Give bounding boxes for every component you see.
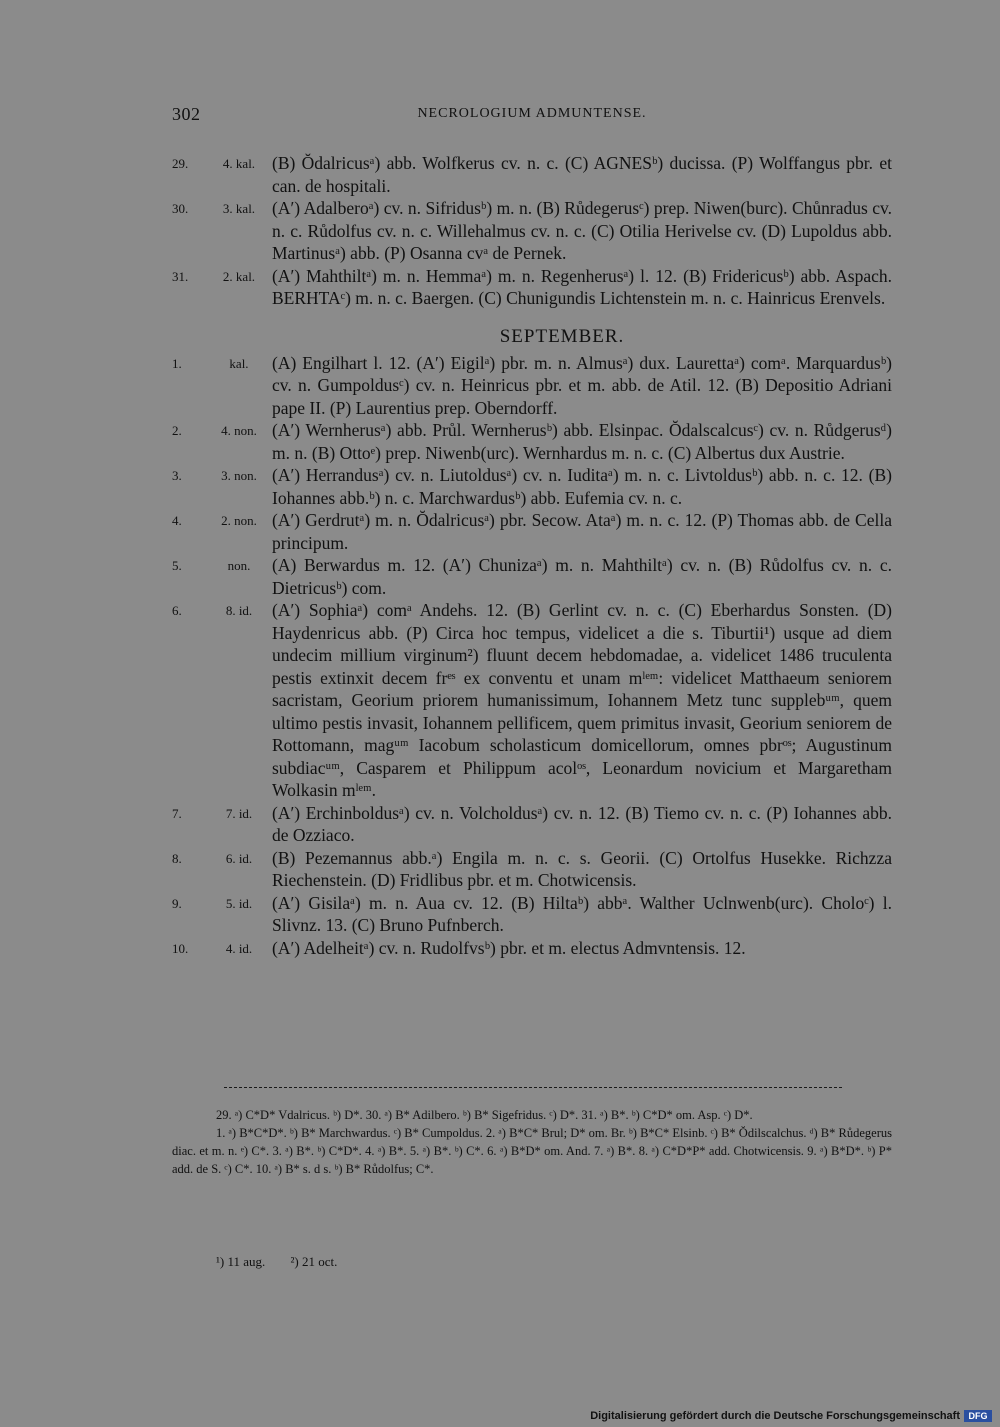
entry-roman-date: 7. id. <box>225 805 253 821</box>
entry-roman-date: 3. non. <box>221 468 257 483</box>
entry-text: (A′) Erchinboldusᵃ) cv. n. Volcholdusᵃ) cv. n. 12. (B) Tiemo cv. n. c. (P) Iohannes abb. de Ozziaco. <box>272 802 892 845</box>
necrology-entry <box>172 352 892 420</box>
necrology-entry <box>172 152 892 197</box>
entry-text: (A′) Mahthiltᵃ) m. n. Hemmaᵃ) m. n. Regenherusᵃ) l. 12. (B) Fridericusᵇ) abb. Aspach. BERHTAᶜ) m. n. c. Baergen. (C) Chunigundis Lichtenstein m. n. c. Hainricus Erenvels. <box>272 265 892 308</box>
entry-roman-date: 5. id. <box>225 895 253 911</box>
entry-text: (A) Berwardus m. 12. (A′) Chunizaᵃ) m. n. Mahthiltᵃ) cv. n. (B) Růdolfus cv. n. c. Dietricusᵇ) com. <box>272 555 892 598</box>
page-header <box>172 104 892 128</box>
footnote-divider <box>224 1087 842 1088</box>
entry-day-number: 3. <box>172 468 182 483</box>
necrology-entry <box>172 509 892 554</box>
entry-roman-date: 2. kal. <box>222 268 256 284</box>
entry-day-number: 31. <box>172 268 189 284</box>
entry-roman-date: non. <box>227 558 251 573</box>
entry-roman-date: 8. id. <box>225 603 253 618</box>
necrology-entry <box>172 599 892 802</box>
entry-day-number: 29. <box>172 156 189 171</box>
entry-text: (A′) Gerdrutᵃ) m. n. Ŏdalricusᵃ) pbr. Secow. Ataᵃ) m. n. c. 12. (P) Thomas abb. de Cella principum. <box>272 510 892 553</box>
entry-text: (A′) Gisilaᵃ) m. n. Aua cv. 12. (B) Hiltaᵇ) abbᵃ. Walther Uclnwenb(urc). Choloᶜ) l. Slivnz. 13. (C) Bruno Pufnberch. <box>272 892 892 935</box>
entry-roman-date: 4. non. <box>221 423 257 438</box>
footnote: ²) 21 oct. <box>290 1254 338 1269</box>
apparatus-paragraph: 1. ᵃ) B*C*D*. ᵇ) B* Marchwardus. ᶜ) B* Cumpoldus. 2. ᵃ) B*C* Brul; D* om. Br. ᵇ) B*C* Elsinb. ᶜ) B* Ŏdilscalchus. ᵈ) B* Růdegerus diac. et m. n. ᵉ) C*. 3. ᵃ) B*. ᵇ) C*D*. 4. ᵃ) B*. 5. ᵃ) B*. ᵇ) C*. 6. ᵃ) B*D* om. And. 7. ᵃ) B*. 8. ᵃ) C*D*P* add. Chotwicensis. 9. ᵃ) B*D*. ᵇ) P* add. de S. ᶜ) C*. 10. ᵃ) B* s. d s. ᵇ) B* Růdolfus; C*. <box>172 1126 892 1176</box>
entry-text: (A) Engilhart l. 12. (A′) Eigilᵃ) pbr. m. n. Almusᵃ) dux. Laurettaᵃ) comᵃ. Marquardusᵇ) cv. n. Gumpoldusᶜ) cv. n. Heinricus pbr. et m. abb. de Atil. 12. (B) Depositio Adriani pape II. (P) Laurentius prep. Oberndorff. <box>272 352 892 418</box>
running-title: NECROLOGIUM ADMUNTENSE. <box>417 106 647 121</box>
entry-text: (A′) Adalberoᵃ) cv. n. Sifridusᵇ) m. n. (B) Růdegerusᶜ) prep. Niwen(burc). Chůnradus cv. n. c. Růdolfus cv. n. c. Willehalmus cv. n. c. (C) Otilia Herivelse cv. (D) Lupoldus abb. Martinusᵃ) abb. (P) Osanna cvᵃ de Pernek. <box>272 198 892 263</box>
entry-text: (A′) Herrandusᵃ) cv. n. Liutoldusᵃ) cv. n. Iuditaᵃ) m. n. c. Livtoldusᵇ) abb. n. c. 12. (B) Iohannes abb.ᵇ) n. c. Marchwardusᵇ) abb. Eufemia cv. n. c. <box>272 465 892 508</box>
entry-text: (B) Ŏdalricusᵃ) abb. Wolfkerus cv. n. c. (C) AGNESᵇ) ducissa. (P) Wolffangus pbr. et can. de hospitali. <box>272 153 892 196</box>
critical-apparatus <box>172 1106 892 1178</box>
necrology-entry <box>172 419 892 464</box>
necrology-entry <box>172 197 892 265</box>
footnotes <box>216 1254 359 1270</box>
necrology-entry <box>172 937 892 961</box>
entry-day-number: 5. <box>172 558 182 573</box>
necrology-entry <box>172 892 892 937</box>
entry-day-number: 30. <box>172 201 189 216</box>
september-entries <box>172 352 892 961</box>
august-entries <box>172 152 892 310</box>
entry-day-number: 10. <box>172 940 189 956</box>
necrology-entry <box>172 265 892 310</box>
entry-day-number: 6. <box>172 603 182 618</box>
entry-roman-date: 3. kal. <box>222 201 256 216</box>
necrology-entry <box>172 847 892 892</box>
apparatus-paragraph: 29. ᵃ) C*D* Vdalricus. ᵇ) D*. 30. ᵃ) B* Adilbero. ᵇ) B* Sigefridus. ᶜ) D*. 31. ᵃ) B*. ᵇ) C*D* om. Asp. ᶜ) D*. <box>216 1108 753 1122</box>
necrology-entries <box>172 152 892 960</box>
necrology-entry <box>172 802 892 847</box>
entry-roman-date: 6. id. <box>225 850 253 866</box>
necrology-entry <box>172 464 892 509</box>
page-number: 302 <box>172 104 201 124</box>
entry-day-number: 2. <box>172 423 182 438</box>
entry-roman-date: kal. <box>229 355 249 371</box>
entry-roman-date: 4. id. <box>225 940 253 956</box>
entry-day-number: 4. <box>172 513 182 528</box>
entry-text: (A′) Adelheitᵃ) cv. n. Rudolfvsᵇ) pbr. et m. electus Admvntensis. 12. <box>272 937 746 958</box>
funding-text: Digitalisierung gefördert durch die Deutsche Forschungsgemeinschaft <box>590 1410 960 1422</box>
dfg-logo-icon: DFG <box>964 1410 992 1422</box>
entry-roman-date: 4. kal. <box>222 156 256 171</box>
entry-text: (B) Pezemannus abb.ᵃ) Engila m. n. c. s. Georii. (C) Ortolfus Husekke. Richzza Riechenstein. (D) Fridlibus pbr. et m. Chotwicensis. <box>272 847 892 890</box>
necrology-entry <box>172 554 892 599</box>
entry-day-number: 9. <box>172 895 182 911</box>
month-heading: SEPTEMBER. <box>499 325 625 347</box>
entry-text: (A′) Wernherusᵃ) abb. Průl. Wernherusᵇ) abb. Elsinpac. Ŏdalscalcusᶜ) cv. n. Růdgerusᵈ) m. n. (B) Ottoᵉ) prep. Niwenb(urc). Wernhardus m. n. c. (C) Albertus dux Austrie. <box>272 420 892 463</box>
entry-text: (A′) Sophiaᵃ) comᵃ Andehs. 12. (B) Gerlint cv. n. c. (C) Eberhardus Sonsten. (D) Haydenricus abb. (P) Circa hoc tempus, videlicet a die s. Tiburtii¹) usque ad diem undecim millium virginum²) fluunt decem hebdomadae, a. videlicet 1486 truculenta pestis extinxit decem frᵉˢ ex conventu et unam mˡᵉᵐ: videlicet Matthaeum seniorem sacristam, Georium priorem humanissimum, Iohannem Metz tunc supplebᵘᵐ, quem ultimo pestis invasit, Iohannem pellificem, quem primitus invasit, Georium seniorem de Rottomann, magᵘᵐ Iacobum scholasticum domicellorum, omnes pbrᵒˢ; Augustinum subdiacᵘᵐ, Casparem et Philippum acolᵒˢ, Leonardum novicium et Margaretham Wolkasin mˡᵉᵐ. <box>272 600 892 800</box>
entry-day-number: 8. <box>172 850 182 866</box>
entry-roman-date: 2. non. <box>221 513 257 528</box>
entry-day-number: 7. <box>172 805 182 821</box>
entry-day-number: 1. <box>172 355 182 371</box>
funding-banner <box>590 1410 992 1422</box>
footnote: ¹) 11 aug. <box>216 1254 266 1269</box>
